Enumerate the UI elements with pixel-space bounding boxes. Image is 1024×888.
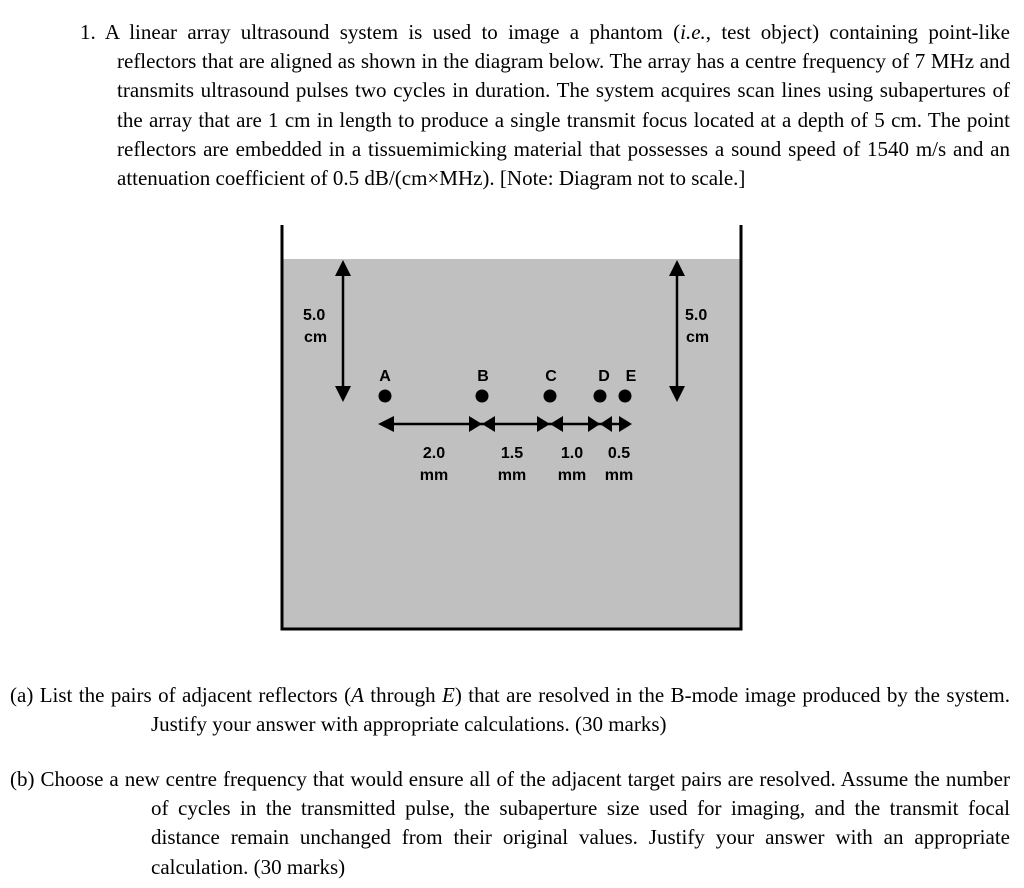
reflector-b (476, 390, 489, 403)
reflector-label-a: A (379, 368, 391, 385)
tank-fill (283, 259, 740, 629)
spacing-ab-value: 2.0 (422, 445, 446, 462)
question-number: 1. (80, 20, 96, 44)
part-a-text: (a) List the pairs of adjacent reflectors (A through E) that are resolved in the B-mode image produced by the system. Justify your answer with appropriate calculations. (30 marks) (10, 683, 1010, 737)
spacing-bc-value: 1.5 (500, 445, 524, 462)
reflector-label-b: B (477, 368, 489, 385)
part-b-text: (b) Choose a new centre frequency that would ensure all of the adjacent target pairs are resolved. Assume the number of cycles in the transmitted pulse, the subaperture size used for imaging, and the transmit focal distance remain unchanged from their original values. Justify your answer with an appropriate calculation. (30 marks) (10, 767, 1010, 879)
reflector-d (594, 390, 607, 403)
reflector-label-d: D (598, 368, 610, 385)
reflector-label-c: C (545, 368, 557, 385)
reflector-c (544, 390, 557, 403)
depth-label-right-value: 5.0 (685, 307, 708, 324)
question-body: 1. A linear array ultrasound system is used to image a phantom (i.e., test object) containing point-like reflectors that are aligned as shown in the diagram below. The array has a centre frequency of 7 MHz and transmits ultrasound pulses two cycles in duration. The system acquires scan lines using subapertures of the array that are 1 cm in length to produce a single transmit focus located at a depth of 5 cm. The point reflectors are embedded in a tissuemimicking material that possesses a sound speed of 1540 m/s and an attenuation coefficient of 0.5 dB/(cm×MHz). [Note: Diagram not to scale.] (80, 20, 1011, 191)
depth-label-left-value: 5.0 (303, 307, 326, 324)
reflector-e (619, 390, 632, 403)
reflector-label-e: E (625, 368, 637, 385)
spacing-de-unit: mm (604, 467, 634, 484)
spacing-cd-unit: mm (557, 467, 587, 484)
spacing-bc-unit: mm (497, 467, 527, 484)
depth-label-left-unit: cm (304, 329, 328, 346)
spacing-cd-value: 1.0 (560, 445, 584, 462)
reflector-a (379, 390, 392, 403)
depth-label-right-unit: cm (686, 329, 710, 346)
spacing-ab-unit: mm (419, 467, 449, 484)
spacing-de-value: 0.5 (607, 445, 631, 462)
